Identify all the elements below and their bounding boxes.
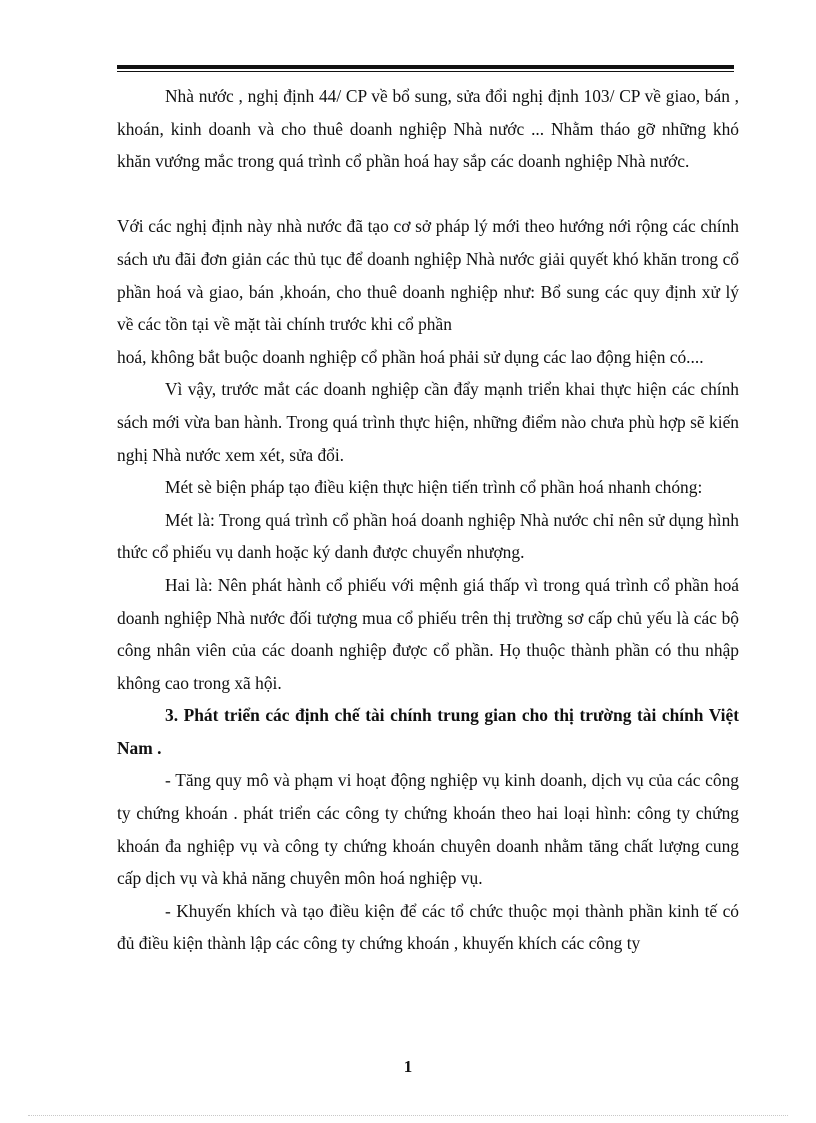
paragraph-6: Hai là: Nên phát hành cổ phiếu với mệnh giá thấp vì trong quá trình cổ phần hoá doanh nghiệp Nhà nước đối tượng mua cổ phiếu trên thị trường sơ cấp chủ yếu là các bộ công nhân viên của các doanh nghiệp được cổ phần. Họ thuộc thành phần có thu nhập không cao trong xã hội. [117, 574, 739, 693]
paragraph-4: Mét sè biện pháp tạo điều kiện thực hiện tiến trình cổ phần hoá nhanh chóng: [165, 477, 703, 498]
document-body [117, 80, 739, 960]
paragraph-3: Vì vậy, trước mắt các doanh nghiệp cần đẩy mạnh triển khai thực hiện các chính sách mới vừa ban hành. Trong quá trình thực hiện, những điểm nào chưa phù hợp sẽ kiến nghị Nhà nước xem xét, sửa đổi. [117, 379, 739, 465]
paragraph-2-line-b: hoá, không bắt buộc doanh nghiệp cổ phần hoá phải sử dụng các lao động hiện có.... [117, 346, 704, 367]
page-number: 1 [403, 1057, 413, 1076]
header-rule-thin [117, 71, 734, 72]
paragraph-2 [117, 210, 739, 373]
paragraph-8: - Khuyến khích và tạo điều kiện để các tổ chức thuộc mọi thành phần kinh tế có đủ điều kiện thành lập các công ty chứng khoán , khuyến khích các công ty [117, 900, 739, 954]
paragraph-2-line-a: Với các nghị định này nhà nước đã tạo cơ sở pháp lý mới theo hướng nới rộng các chính sách ưu đãi đơn giản các thủ tục để doanh nghiệp Nhà nước giải quyết khó khăn trong cổ phần hoá và giao, bán ,khoán, cho thuê doanh nghiệp như: Bổ sung các quy định xử lý về các tồn tại về mặt tài chính trước khi cổ phần [117, 216, 739, 335]
page-bottom-border [28, 1115, 788, 1116]
paragraph-5: Mét là: Trong quá trình cổ phần hoá doanh nghiệp Nhà nước chỉ nên sử dụng hình thức cổ phiếu vụ danh hoặc ký danh được chuyển nhượng. [117, 509, 739, 563]
header-rule-thick [117, 65, 734, 69]
section-heading-3: 3. Phát triển các định chế tài chính trung gian cho thị trường tài chính Việt Nam . [117, 705, 739, 758]
paragraph-7: - Tăng quy mô và phạm vi hoạt động nghiệp vụ kinh doanh, dịch vụ của các công ty chứng khoán . phát triển các công ty chứng khoán theo hai loại hình: công ty chứng khoán đa nghiệp vụ và công ty chứng khoán chuyên doanh nhằm tăng chất lượng cung cấp dịch vụ và khả năng chuyên môn hoá nghiệp vụ. [117, 770, 739, 889]
paragraph-1: Nhà nước , nghị định 44/ CP về bổ sung, sửa đổi nghị định 103/ CP về giao, bán , khoán, kinh doanh và cho thuê doanh nghiệp Nhà nước ... Nhằm tháo gỡ những khó khăn vướng mắc trong quá trình cổ phần hoá hay sắp các doanh nghiệp Nhà nước. [117, 86, 739, 172]
